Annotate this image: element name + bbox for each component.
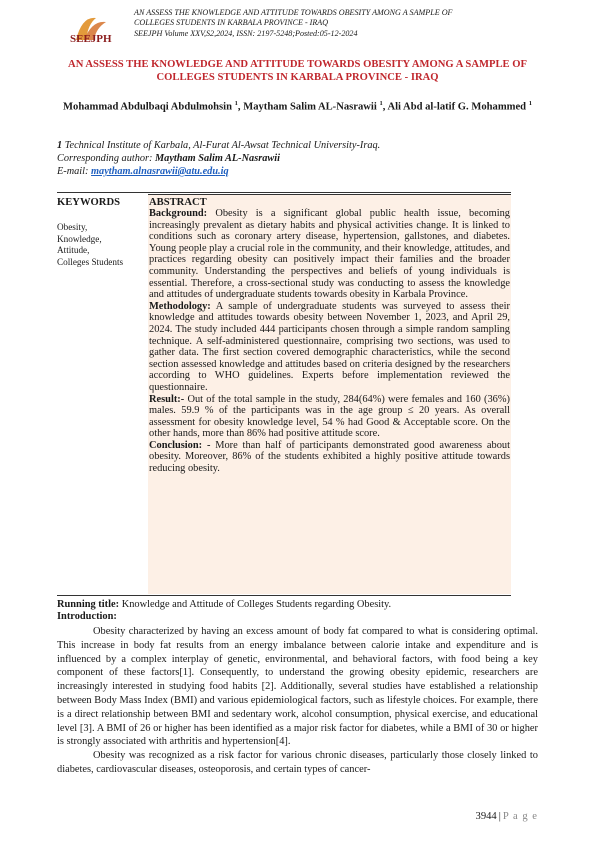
author-1-affil: 1 (234, 100, 238, 107)
keywords-box (57, 194, 144, 594)
keyword-item: Colleges Students (57, 256, 124, 267)
result-text: Out of the total sample in the study, 284(64%) were females and 160 (36%) males. 59.9 % of the participants was in the age group ≤ 20 years. As overall assessment for obesity knowledge level, 54 % had Good & Acceptable score. On the other hands, more than 86% had positive attitude score. (149, 393, 510, 440)
running-header (134, 8, 554, 39)
author-list: Mohammad Abdulbaqi Abdulmohsin $^1$, Maytham Salim AL-Nasrawii $^1$, Ali Abd al-latif G. Mohammed $^1$ (63, 100, 532, 113)
intro-paragraph-2: Obesity was recognized as a risk factor for various chronic diseases, particularly those closely linked to diabetes, cardiovascular diseases, osteoporosis, and certain types of cancer- (57, 750, 538, 775)
author-3: Ali Abd al-latif G. Mohammed (387, 101, 527, 113)
abstract-conclusion (149, 440, 510, 475)
abstract-heading: ABSTRACT (149, 197, 207, 208)
background-text: Obesity is a significant global public health issue, becoming increasingly prevalent as dietary habits and physical activities change. It is linked to conditions such as coronary artery disease, hypertension, gallstones, and diabetes. Young people play a crucial role in the community, and their knowledge, attitudes, and practices regarding obesity can positively impact their families and the broader community. Understanding the perspectives and beliefs of young individuals is essential. Therefore, a cross-sectional study was conducting to assess the knowledge and attitudes of undergraduate students towards obesity in Karbala Province. (149, 208, 510, 301)
abstract-background (149, 208, 510, 301)
page-number: 3944 (475, 811, 497, 822)
abstract-methodology (149, 301, 510, 394)
keywords-list (57, 222, 144, 268)
conclusion-label: Conclusion: - (149, 439, 211, 451)
keyword-item: Knowledge, (57, 233, 102, 244)
box-bottom-rule (57, 595, 511, 596)
intro-paragraph-1: Obesity characterized by having an excess amount of body fat compared to what is considering optimal. This increase in body fat results from an energy imbalance between calorie intake and expenditure and is influenced by a complex interplay of genetic, environmental, and behavioral factors, with food being a key component of these factors[1]. Consequently, to understand the growing obesity epidemic, researchers are increasingly interested in studying food habits [2]. Additionally, several studies have established a relationship between Body Mass Index (BMI) and various epidemiological factors, such as lifestyle choices. For example, there is a direct relationship between BMI and sedentary work, alcohol consumption, physical exercise, and educational level [3]. A BMI of 26 or higher has been identified as a major risk factor for diabetes, while a BMI of 30 or higher is strongly associated with arthritis and hypertension[4]. (57, 626, 538, 748)
header-line-3: SEEJPH Volume XXV,S2,2024, ISSN: 2197-5248;Posted:05-12-2024 (134, 28, 358, 38)
corr-label: Corresponding author: (57, 153, 153, 164)
email-link[interactable]: maytham.alnasrawii@atu.edu.iq (91, 166, 229, 177)
keyword-item: Attitude, (57, 245, 90, 256)
paper-title: AN ASSESS THE KNOWLEDGE AND ATTITUDE TOWARDS OBESITY AMONG A SAMPLE OF COLLEGES STUDENTS IN KARBALA PROVINCE - IRAQ (68, 59, 527, 83)
header-line-1: AN ASSESS THE KNOWLEDGE AND ATTITUDE TOWARDS OBESITY AMONG A SAMPLE OF (134, 8, 453, 17)
method-label: Methodology: (149, 300, 211, 312)
running-title-text: Knowledge and Attitude of Colleges Students regarding Obesity. (121, 599, 392, 610)
keywords-heading: KEYWORDS (57, 197, 120, 208)
journal-logo (66, 12, 128, 46)
author-3-affil: 1 (528, 100, 532, 107)
method-text: A sample of undergraduate students was surveyed to assess their knowledge and attitudes towards obesity between November 1, 2023, and April 29, 2024. The study included 444 participants chosen through a simple random sampling technique. A self-administered questionnaire, comprising two sections, was used to gather data. The first section covered demographic characteristics, while the second section assessed knowledge and attitudes based on criteria designed by the researchers according to WHO guidelines. Experts before implementation reviewed the questionnaire. (149, 300, 510, 393)
introduction-body (57, 625, 538, 777)
running-title (57, 599, 391, 611)
background-label: Background: (149, 208, 208, 219)
footer-separator: | (498, 811, 501, 822)
corr-name: Maytham Salim AL-Nasrawii (155, 153, 280, 164)
email-label: E-mail: (57, 166, 89, 177)
affil-institute: Technical Institute of Karbala, Al-Furat Al-Awsat Technical University-Iraq. (64, 140, 381, 151)
author-2-affil: 1 (379, 100, 383, 107)
author-1: Mohammad Abdulbaqi Abdulmohsin (63, 101, 233, 113)
page-footer (476, 811, 538, 822)
affil-number: 1 (57, 140, 63, 151)
affiliation-block (57, 139, 537, 178)
abstract-box (148, 194, 511, 594)
keyword-item: Obesity, (57, 222, 88, 232)
author-2: Maytham Salim AL-Nasrawii (243, 101, 377, 113)
logo-text: SEEJPH (70, 33, 112, 45)
abstract-result (149, 394, 510, 440)
running-title-label: Running title: (57, 599, 120, 610)
page-word: P a g e (502, 811, 538, 822)
introduction-heading: Introduction: (57, 611, 117, 622)
conclusion-text: More than half of participants demonstrated good awareness about obesity. Moreover, 86% of the students exhibited a highly positive attitude towards reducing obesity. (149, 439, 510, 475)
header-line-2: COLLEGES STUDENTS IN KARBALA PROVINCE - IRAQ (134, 18, 329, 28)
box-top-rule (57, 192, 511, 193)
result-label: Result:- (149, 393, 185, 405)
